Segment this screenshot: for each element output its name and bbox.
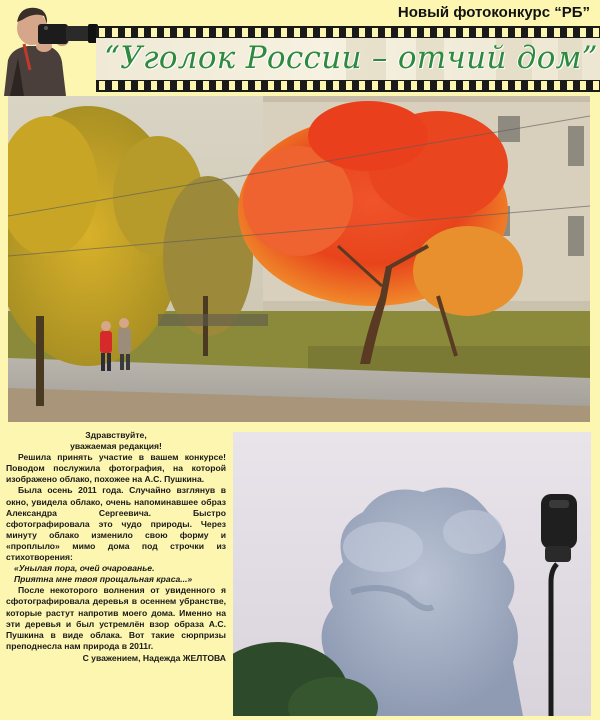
- film-strip-banner: [96, 26, 600, 92]
- letter-paragraph: Решила принять участие в вашем конкурсе! Поводом послужила фотография, на которой изображено облако, похожее на А.С. Пушкина.: [6, 452, 226, 485]
- letter-paragraph: Была осень 2011 года. Случайно взглянув в окно, увидела облако, очень напоминавшее образ Александра Сергеевича. Быстро сфотографировала это чудо природы. Через минуту облако изменило свою форму и «проплыло» мимо дома под строчки из стихотворения:: [6, 485, 226, 563]
- pushkin-cloud-photo: [233, 432, 591, 716]
- poem-verse: «Унылая пора, очей очарованье.: [14, 563, 155, 574]
- film-sprockets-bottom: [96, 81, 600, 90]
- reader-letter: [6, 430, 226, 718]
- contest-title: “Уголок России – отчий дом”: [104, 40, 598, 76]
- film-frame: [96, 38, 600, 80]
- autumn-trees-photo: [8, 96, 590, 422]
- greeting-line: Здравствуйте,: [85, 430, 147, 440]
- photographer-photo: [0, 0, 100, 96]
- greeting-line: уважаемая редакция!: [70, 441, 162, 452]
- film-sprockets-top: [96, 28, 600, 37]
- contest-label: Новый фотоконкурс “РБ”: [397, 4, 590, 21]
- header: [0, 0, 600, 96]
- poem-verse: Приятна мне твоя прощальная краса...»: [14, 574, 193, 585]
- letter-signature: С уважением, Надежда ЖЕЛТОВА: [82, 652, 226, 663]
- letter-paragraph: После некоторого волнения от увиденного я сфотографировала деревья в осеннем убранстве, которые растут напротив моего дома. Именно на эти деревья и был устремлён взор образа А.С. Пушкина в виде облака. Вот такие сюрпризы преподнесла нам природа в 2011г.: [6, 585, 226, 651]
